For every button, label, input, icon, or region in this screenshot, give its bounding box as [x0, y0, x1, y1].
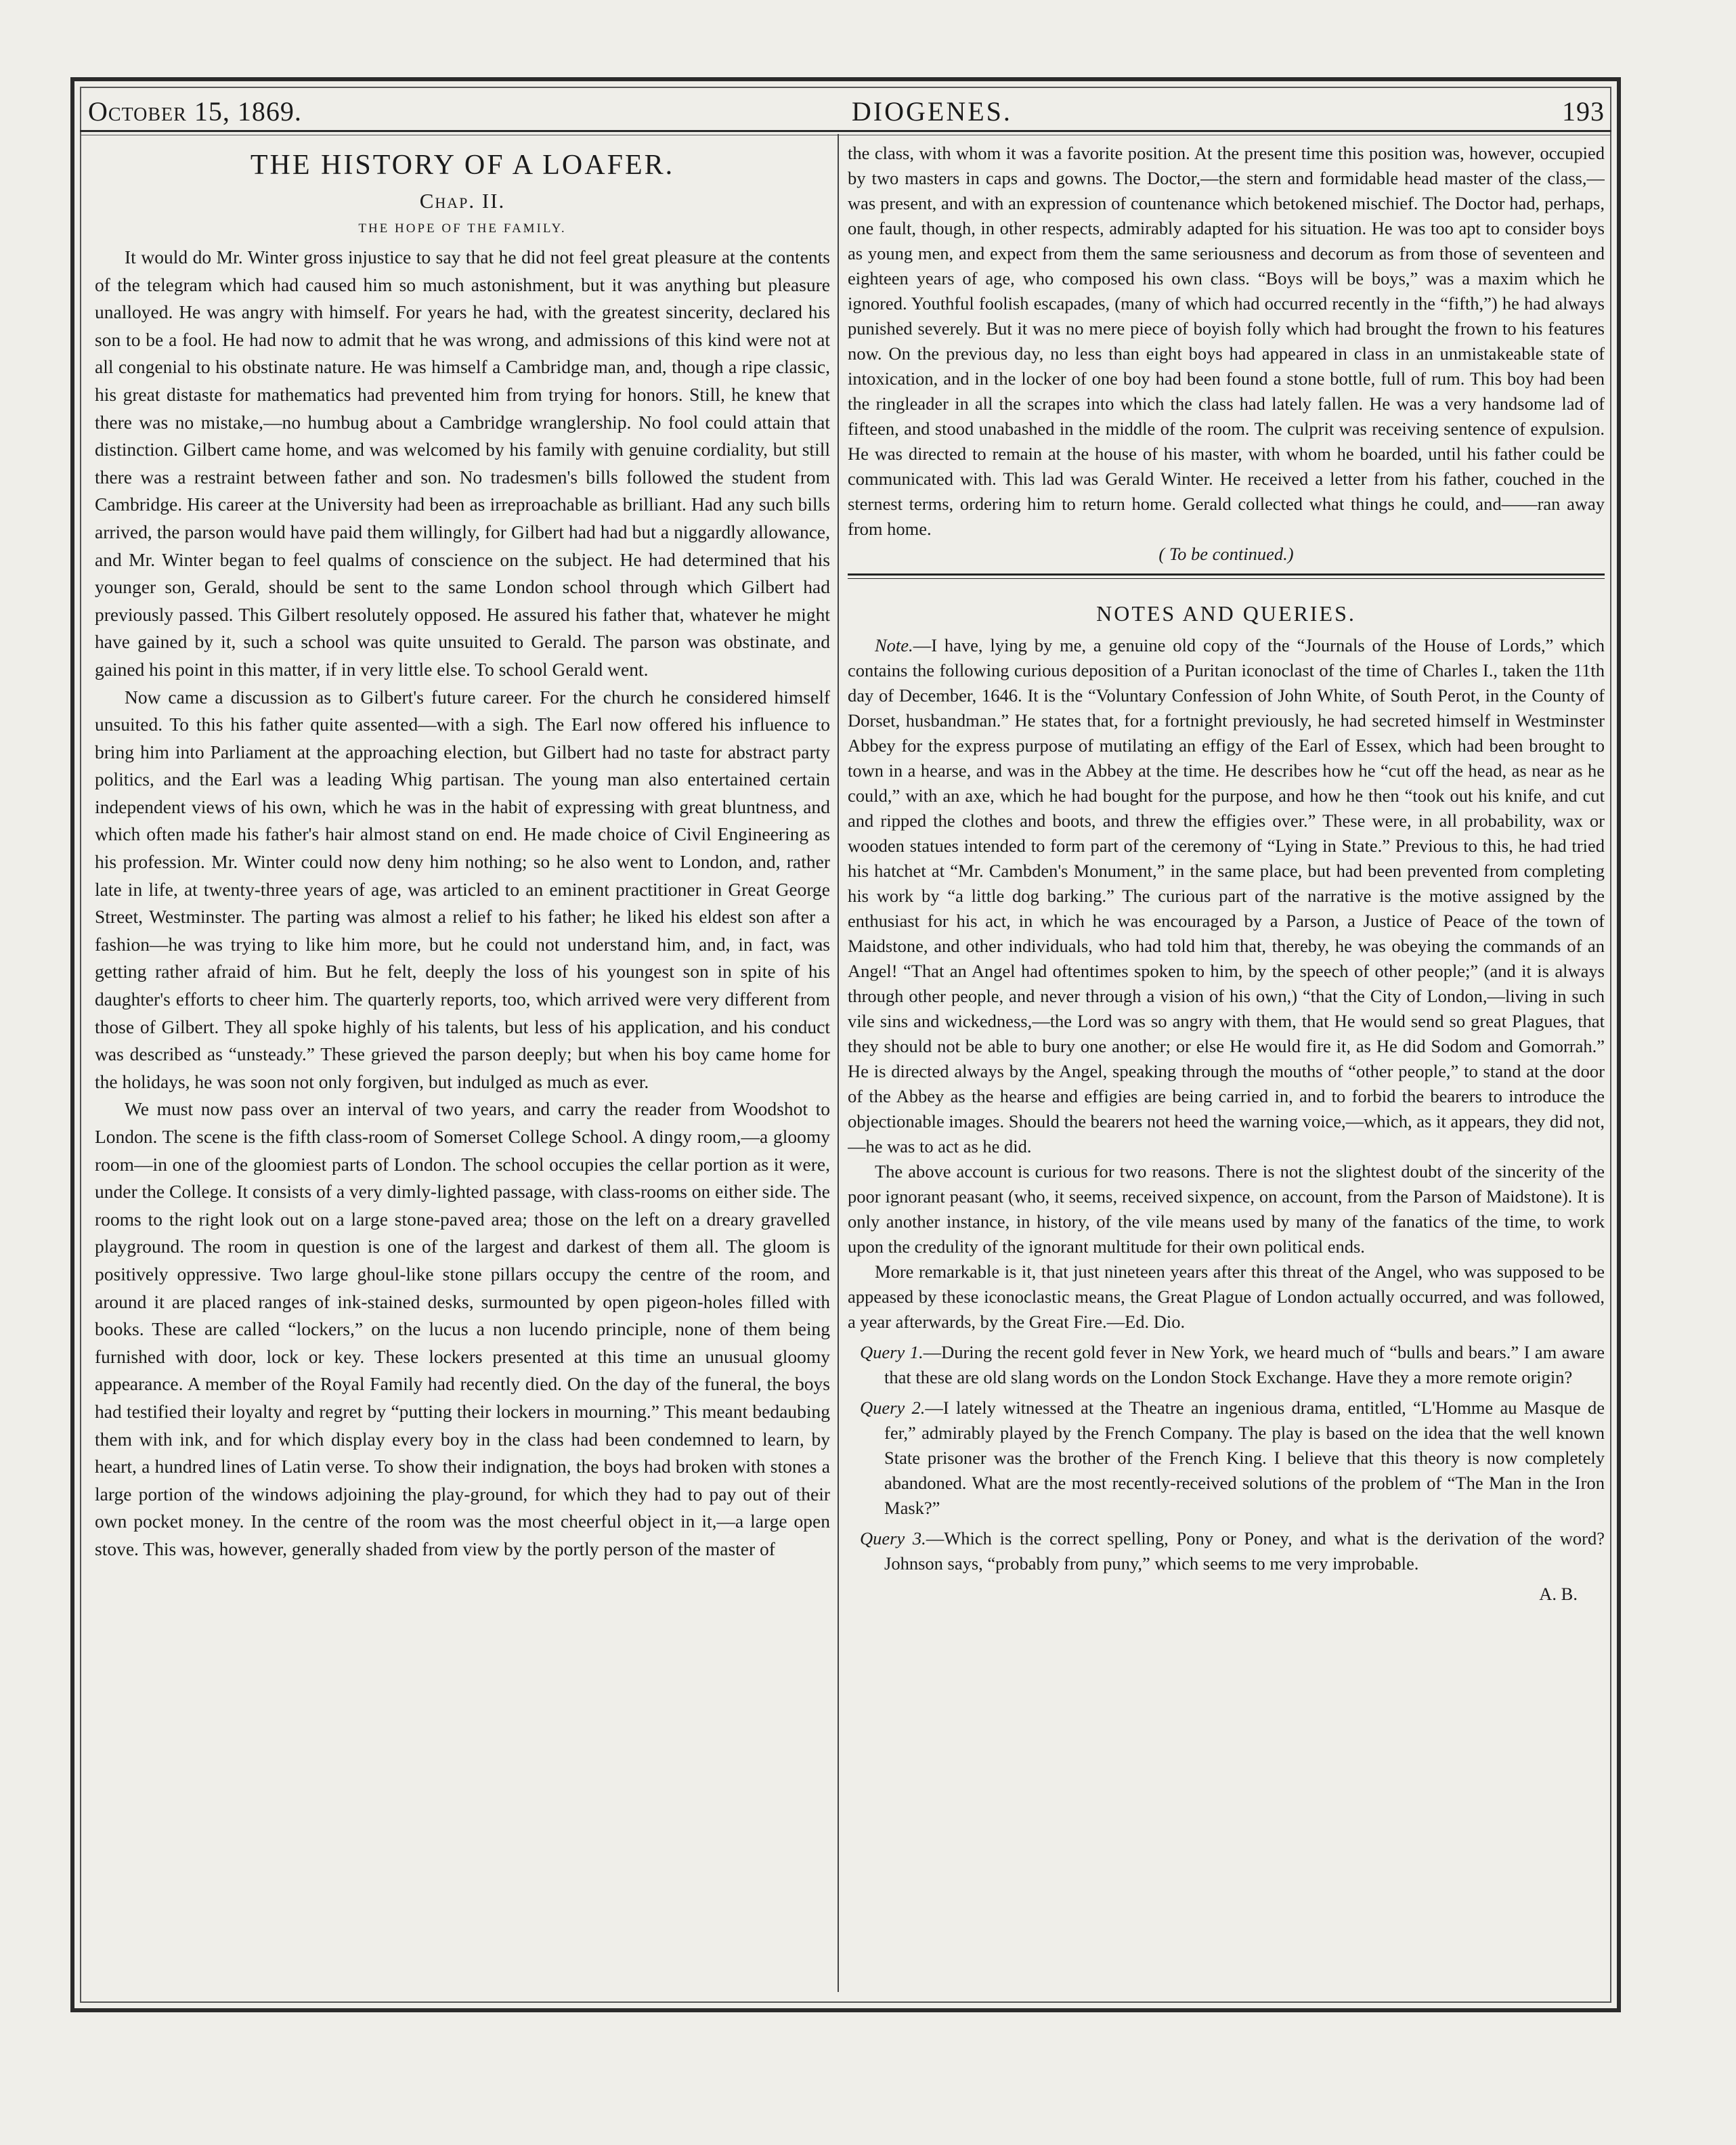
story-paragraph: Now came a discussion as to Gilbert's future career. For the church he considered himself unsuited. To this his father quite assented—with a sigh. The Earl now offered his influence to bring him into Parliament at the approaching election, but Gilbert had no taste for abstract party politics, and the Earl was a leading Whig partisan. The young man also entertained certain independent views of his own, which he was in the habit of expressing with great bluntness, and which often made his father's hair almost stand on end. He made choice of Civil Engineering as his profession. Mr. Winter could now deny him nothing; so he also went to London, and, rather late in life, at twenty-three years of age, was articled to an eminent practitioner in Great George Street, Westminster. The parting was almost a relief to his father; he liked his eldest son after a fashion—he was trying to like him more, but he could not understand him, and, in fact, was getting rather afraid of him. But he felt, deeply the loss of his youngest son in spite of his daughter's efforts to cheer him. The quarterly reports, too, which arrived were very different from those of Gilbert. They all spoke highly of his talents, but less of his application, and his conduct was described as “unsteady.” These grieved the parson deeply; but when his boy came home for the holidays, he was soon not only forgiven, but indulged as much as ever.: [95, 686, 830, 1092]
note-label: Note.: [875, 635, 913, 655]
left-column: [95, 141, 830, 1996]
query-label: Query 3.: [860, 1528, 926, 1548]
column-divider: [838, 134, 839, 1992]
story-title: THE HISTORY OF A LOAFER.: [250, 150, 675, 181]
story-paragraph: It would do Mr. Winter gross injustice to say that he did not feel great pleasure at the contents of the telegram which had caused him so much astonishment, but it was anything but pleasure unalloyed. He was angry with himself. For years he had, with the greatest sincerity, declared his son to be a fool. He had now to admit that he was wrong, and admissions of this kind were not at all congenial to his obstinate nature. He was himself a Cambridge man, and, though a ripe classic, his great distaste for mathematics had prevented him from trying for honors. Still, he knew that there was no mistake,—no humbug about a Cambridge wranglership. No fool could attain that distinction. Gilbert came home, and was welcomed by his family with genuine cordiality, but still there was a restraint between father and son. No tradesmen's bills followed the student from Cambridge. His career at the University had been as irreproachable as brilliant. Had any such bills arrived, the parson would have paid them willingly, for Gilbert had had but a niggardly allowance, and Mr. Winter began to feel qualms of conscience on the subject. He had determined that his younger son, Gerald, should be sent to the same London school through which Gilbert had previously passed. This Gilbert resolutely opposed. He assured his father that, whatever he might have gained by it, such a school was quite unsuited to Gerald. The parson was obstinate, and gained his point in this matter, if in very little else. To school Gerald went.: [95, 246, 830, 680]
query-label: Query 2.: [860, 1398, 926, 1418]
query-text: —I lately witnessed at the Theatre an ingenious drama, entitled, “L'Homme au Masque de fer,” admirably played by the French Company. The play is based on the idea that the well known State prisoner was the brother of the French King. I believe that this theory is now completely abandoned. What are the most recently-received solutions of the problem of “The Man in the Iron Mask?”: [884, 1398, 1605, 1518]
story-continuation: the class, with whom it was a favorite position. At the present time this position was, however, occupied by two masters in caps and gowns. The Doctor,—the stern and formidable head master of the class,—was present, and with an expression of countenance which betokened mischief. The Doctor had, perhaps, one fault, though, in other respects, admirably adapted for his situation. He was too apt to consider boys as young men, and expect from them the same seriousness and decorum as from those of seventeen and eighteen years of age, who composed his own class. “Boys will be boys,” was a maxim which he ignored. Youthful foolish escapades, (many of which had occurred recently in the “fifth,”) he had always punished severely. But it was no mere piece of boyish folly which had brought the frown to his features now. On the previous day, no less than eight boys had appeared in class in an unmistakeable state of intoxication, and in the locker of one boy had been found a stone bottle, full of rum. This boy had been the ringleader in all the scrapes into which the class had lately fallen. He was a very handsome lad of fifteen, and stood unabashed in the middle of the room. The culprit was receiving sentence of expulsion. He was directed to remain at the house of his master, with whom he boarded, until his father could be communicated with. This lad was Gerald Winter. He received a letter from his father, couched in the sternest terms, ordering him to return home. Gerald collected what things he could, and——ran away from home.: [848, 143, 1605, 539]
issue-date: October 15, 1869.: [88, 96, 302, 127]
page-number: 193: [1561, 96, 1605, 127]
note-paragraph-2: The above account is curious for two reasons. There is not the slightest doubt of the sincerity of the poor ignorant peasant (who, it seems, received sixpence, on account, from the Parson of Maidstone). It is only another instance, in history, of the vile means used by many of the fanatics of the time, to work upon the credulity of the ignorant multitude for their own political ends.: [848, 1161, 1605, 1257]
page-header: [88, 87, 1605, 127]
signature: A. B.: [1539, 1584, 1578, 1604]
query-text: —Which is the correct spelling, Pony or Poney, and what is the derivation of the word? Johnson says, “probably from puny,” which seems to me very improbable.: [884, 1528, 1605, 1574]
masthead: DIOGENES.: [851, 96, 1012, 127]
query-3: [848, 1526, 1605, 1576]
chapter-heading: Chap. II.: [419, 189, 506, 213]
query-text: —During the recent gold fever in New York, we heard much of “bulls and bears.” I am aware that these are old slang words on the London Stock Exchange. Have they a more remote origin?: [884, 1342, 1605, 1387]
note-paragraph-3: More remarkable is it, that just nineteen years after this threat of the Angel, who was supposed to be appeased by these iconoclastic means, the Great Plague of London actually occurred, and was followed, a year afterwards, by the Great Fire.—Ed. Dio.: [848, 1261, 1605, 1332]
right-column: [848, 141, 1605, 1996]
query-2: [848, 1395, 1605, 1521]
section-rule: [848, 573, 1605, 579]
notes-title: NOTES AND QUERIES.: [1096, 601, 1356, 626]
query-label: Query 1.: [860, 1342, 924, 1362]
query-1: [848, 1340, 1605, 1390]
note-text: —I have, lying by me, a genuine old copy of the “Journals of the House of Lords,” which contains the following curious deposition of a Puritan iconoclast of the time of Charles I., taken the 11th day of December, 1646. It is the “Voluntary Confession of John White, of South Perot, in the County of Dorset, husbandman.” He states that, for a fortnight previously, he had secreted himself in Westminster Abbey for the express purpose of mutilating an effigy of the Earl of Essex, which had been brought to town in a hearse, and was in the Abbey at the time. He describes how he “cut off the head, as near as he could,” with an axe, which he had bought for the purpose, and how he then “took out his knife, and cut and ripped the clothes and boots, and threw the effigies over.” These were, in all probability, wax or wooden statues intended to form part of the ceremony of “Lying in State.” Previous to this, he had tried his hatchet at “Mr. Cambden's Monument,” in the same place, but had been prevented from completing his work by “a little dog barking.” The curious part of the narrative is the motive assigned by the enthusiast for his act, in which he was encouraged by a Parson, a Justice of Peace of the town of Maidstone, and other individuals, who had told him that, thereby, he was obeying the commands of an Angel! “That an Angel had oftentimes spoken to him, by the speech of other people;” (and it is always through other people, and never through a vision of his own,) “that the City of London,—living in such vile sins and wickedness,—the Lord was so angry with them, that He would send so great Plagues, that they should not be able to bury one another; or else He would fire it, as He did Sodom and Gomorrah.” He is directed always by the Angel, speaking through the mouths of “other people,” to stand at the door of the Abbey as the hearse and effigies are being carried in, and to forbid the bearers to introduce the objectionable images. Should the bearers not heed the warning voice,—which, as it appears, they did not,—he was to act as he did.: [848, 635, 1605, 1156]
to-be-continued: ( To be continued.): [1158, 544, 1294, 564]
chapter-subtitle: THE HOPE OF THE FAMILY.: [358, 221, 567, 236]
header-rule: [80, 130, 1611, 135]
story-paragraph: We must now pass over an interval of two years, and carry the reader from Woodshot to London. The scene is the fifth class-room of Somerset College School. A dingy room,—a gloomy room—in one of the gloomiest parts of London. The school occupies the cellar portion as it were, under the College. It consists of a very dimly-lighted passage, with class-rooms on either side. The rooms to the right look out on a large stone-paved area; those on the left on a dreary gravelled playground. The room in question is one of the largest and darkest of them all. The gloom is positively oppressive. Two large ghoul-like stone pillars occupy the centre of the room, and around it are placed ranges of ink-stained desks, surmounted by open pigeon-holes filled with books. These are called “lockers,” on the lucus a non lucendo principle, none of them being furnished with door, lock or key. These lockers presented at this time an unusual gloomy appearance. A member of the Royal Family had recently died. On the day of the funeral, the boys had testified their loyalty and regret by “putting their lockers in mourning.” This meant bedaubing them with ink, and for which display every boy in the class had been condemned to learn, by heart, a hundred lines of Latin verse. To show their indignation, the boys had broken with stones a large portion of the windows adjoining the play-ground, for which they had to pay out of their own pocket money. In the centre of the room was the most cheerful object in it,—a large open stove. This was, however, generally shaded from view by the portly person of the master of: [95, 1098, 830, 1559]
note-paragraph: [848, 633, 1605, 1159]
